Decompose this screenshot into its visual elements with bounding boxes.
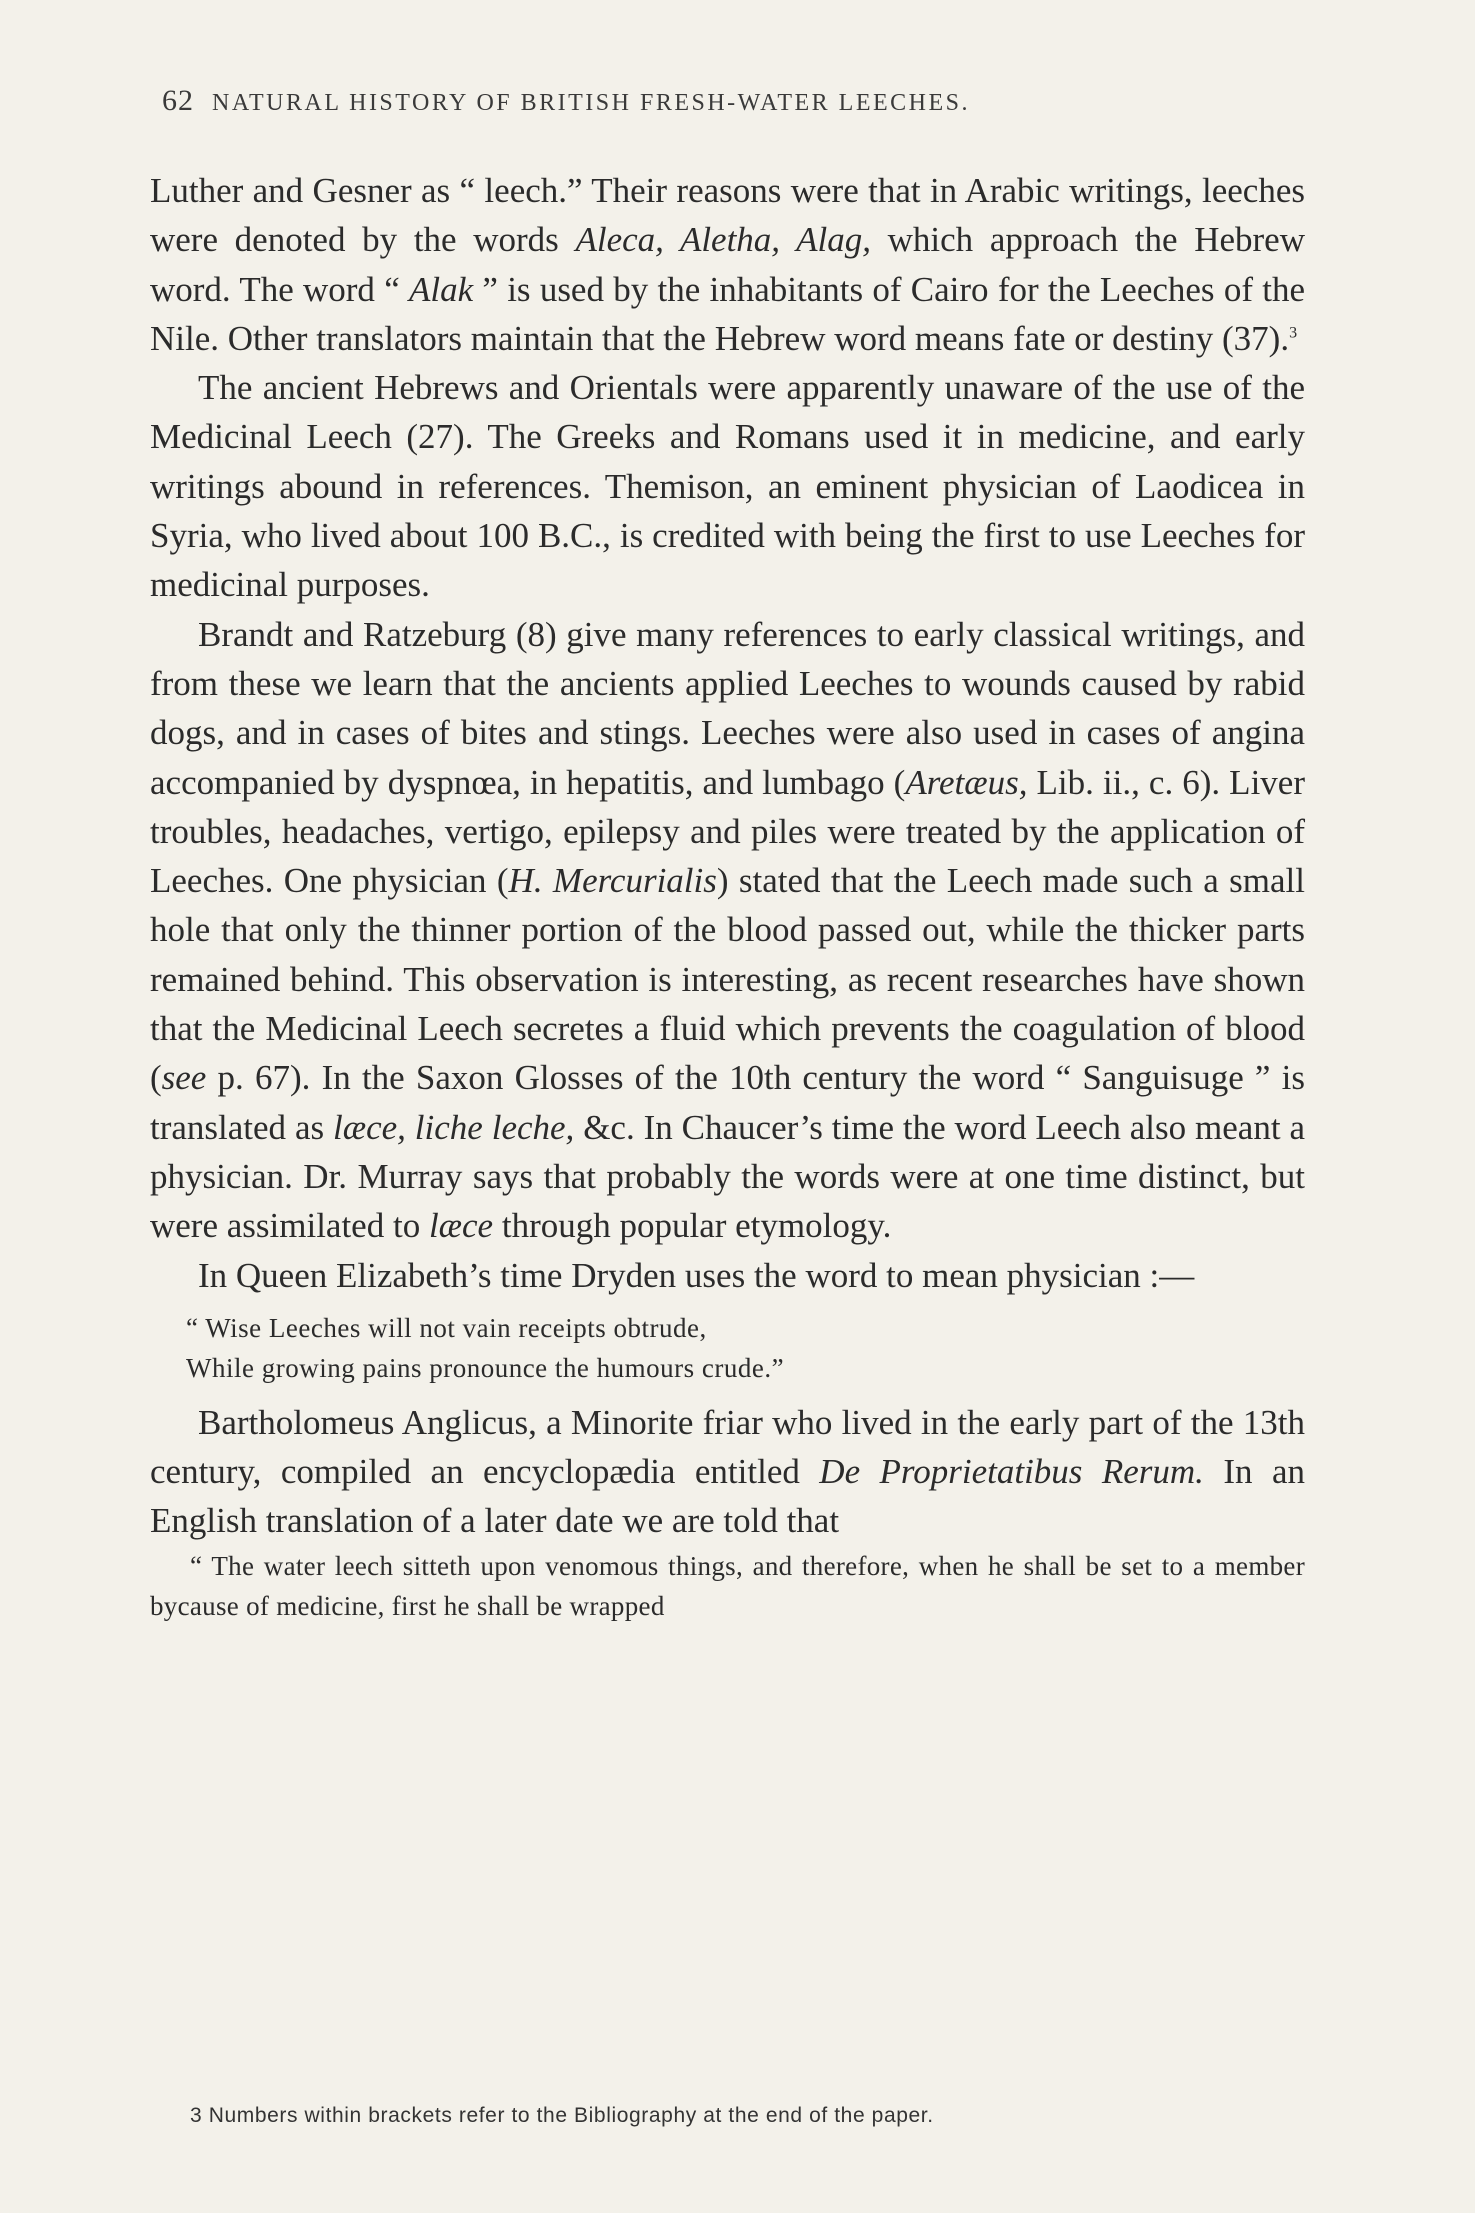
p1-text-c: ” is used by the inhabitants of Cairo for the Leeches of the Nile. Other translators maintain that the Hebrew word means fate or destiny (37). bbox=[150, 269, 1305, 358]
arabic-words: Aleca, Aletha, Alag, bbox=[575, 220, 871, 260]
word-alak: Alak bbox=[409, 269, 474, 309]
verse-line-1: “ Wise Leeches will not vain receipts obtrude, bbox=[186, 1312, 707, 1343]
p3-text-f: through popular etymology. bbox=[493, 1206, 892, 1246]
p5-text-a: Bartholomeus Anglicus, a Minorite friar who lived in the early part of the 13th century, compiled an encyclopædia entitled bbox=[150, 1402, 1305, 1492]
dryden-verse bbox=[186, 1308, 1305, 1388]
paragraph-5 bbox=[150, 1398, 1305, 1546]
footnote: 3 Numbers within brackets refer to the Bibliography at the end of the paper. bbox=[190, 2104, 934, 2127]
p1-text-b: which approach the Hebrew word. The word “ bbox=[150, 220, 1305, 309]
p1-text-a: Luther and Gesner as “ leech.” Their reasons were that in Arabic writings, leeches were denoted by the words bbox=[150, 171, 1305, 260]
work-title: De Proprietatibus Rerum. bbox=[819, 1452, 1204, 1492]
see-reference: see bbox=[161, 1058, 207, 1098]
p3-text-e: &c. In Chaucer’s time the word Leech also meant a physician. Dr. Murray says that probably the words were at one time distinct, but were assimilated to bbox=[150, 1107, 1305, 1246]
running-header bbox=[162, 84, 1312, 118]
paragraph-1 bbox=[150, 166, 1305, 363]
page-number: 62 bbox=[162, 84, 194, 117]
footnote-mark: 3 bbox=[1289, 324, 1298, 342]
citation-mercurialis: H. Mercurialis bbox=[508, 861, 717, 901]
paragraph-2: The ancient Hebrews and Orientals were apparently unaware of the use of the Medicinal Leech (27). The Greeks and Romans used it in medicine, and early writings abound in references. Themison, an eminent physician of Laodicea in Syria, who lived about 100 B.C., is credited with being the first to use Leeches for medicinal purposes. bbox=[150, 368, 1305, 605]
paragraph-4: In Queen Elizabeth’s time Dryden uses the word to mean physician :— bbox=[198, 1255, 1195, 1295]
p3-text-d: p. 67). In the Saxon Glosses of the 10th century the word “ Sanguisuge ” is translated as bbox=[150, 1058, 1305, 1147]
p3-text-b: Lib. ii., c. 6). Liver troubles, headaches, vertigo, epilepsy and piles were treated by the application of Leeches. One physician ( bbox=[150, 762, 1305, 901]
body-text bbox=[150, 166, 1305, 1626]
paragraph-3 bbox=[150, 610, 1305, 1251]
p5-text-b: In an English translation of a later date we are told that bbox=[150, 1452, 1305, 1541]
p3-text-c: ) stated that the Leech made such a small hole that only the thinner portion of the blood passed out, while the thicker parts remained behind. This observation is interesting, as recent researches have shown that the Medicinal Leech secretes a fluid which prevents the coagulation of blood ( bbox=[150, 861, 1305, 1098]
saxon-words: læce, liche leche, bbox=[333, 1107, 575, 1147]
running-title: NATURAL HISTORY OF BRITISH FRESH-WATER LEECHES. bbox=[212, 90, 970, 116]
citation-aretaeus: Aretæus, bbox=[905, 762, 1028, 802]
word-laece: læce bbox=[428, 1206, 494, 1246]
p3-text-a: Brandt and Ratzeburg (8) give many references to early classical writings, and from these we learn that the ancients applied Leeches to wounds caused by rabid dogs, and in cases of bites and stings. Leeches were also used in cases of angina accompanied by dyspnœa, in hepatitis, and lumbago ( bbox=[150, 614, 1305, 802]
verse-line-2: While growing pains pronounce the humours crude.” bbox=[186, 1352, 785, 1383]
block-quote: “ The water leech sitteth upon venomous things, and therefore, when he shall be set to a member bycause of medicine, first he shall be wrapped bbox=[150, 1550, 1305, 1621]
